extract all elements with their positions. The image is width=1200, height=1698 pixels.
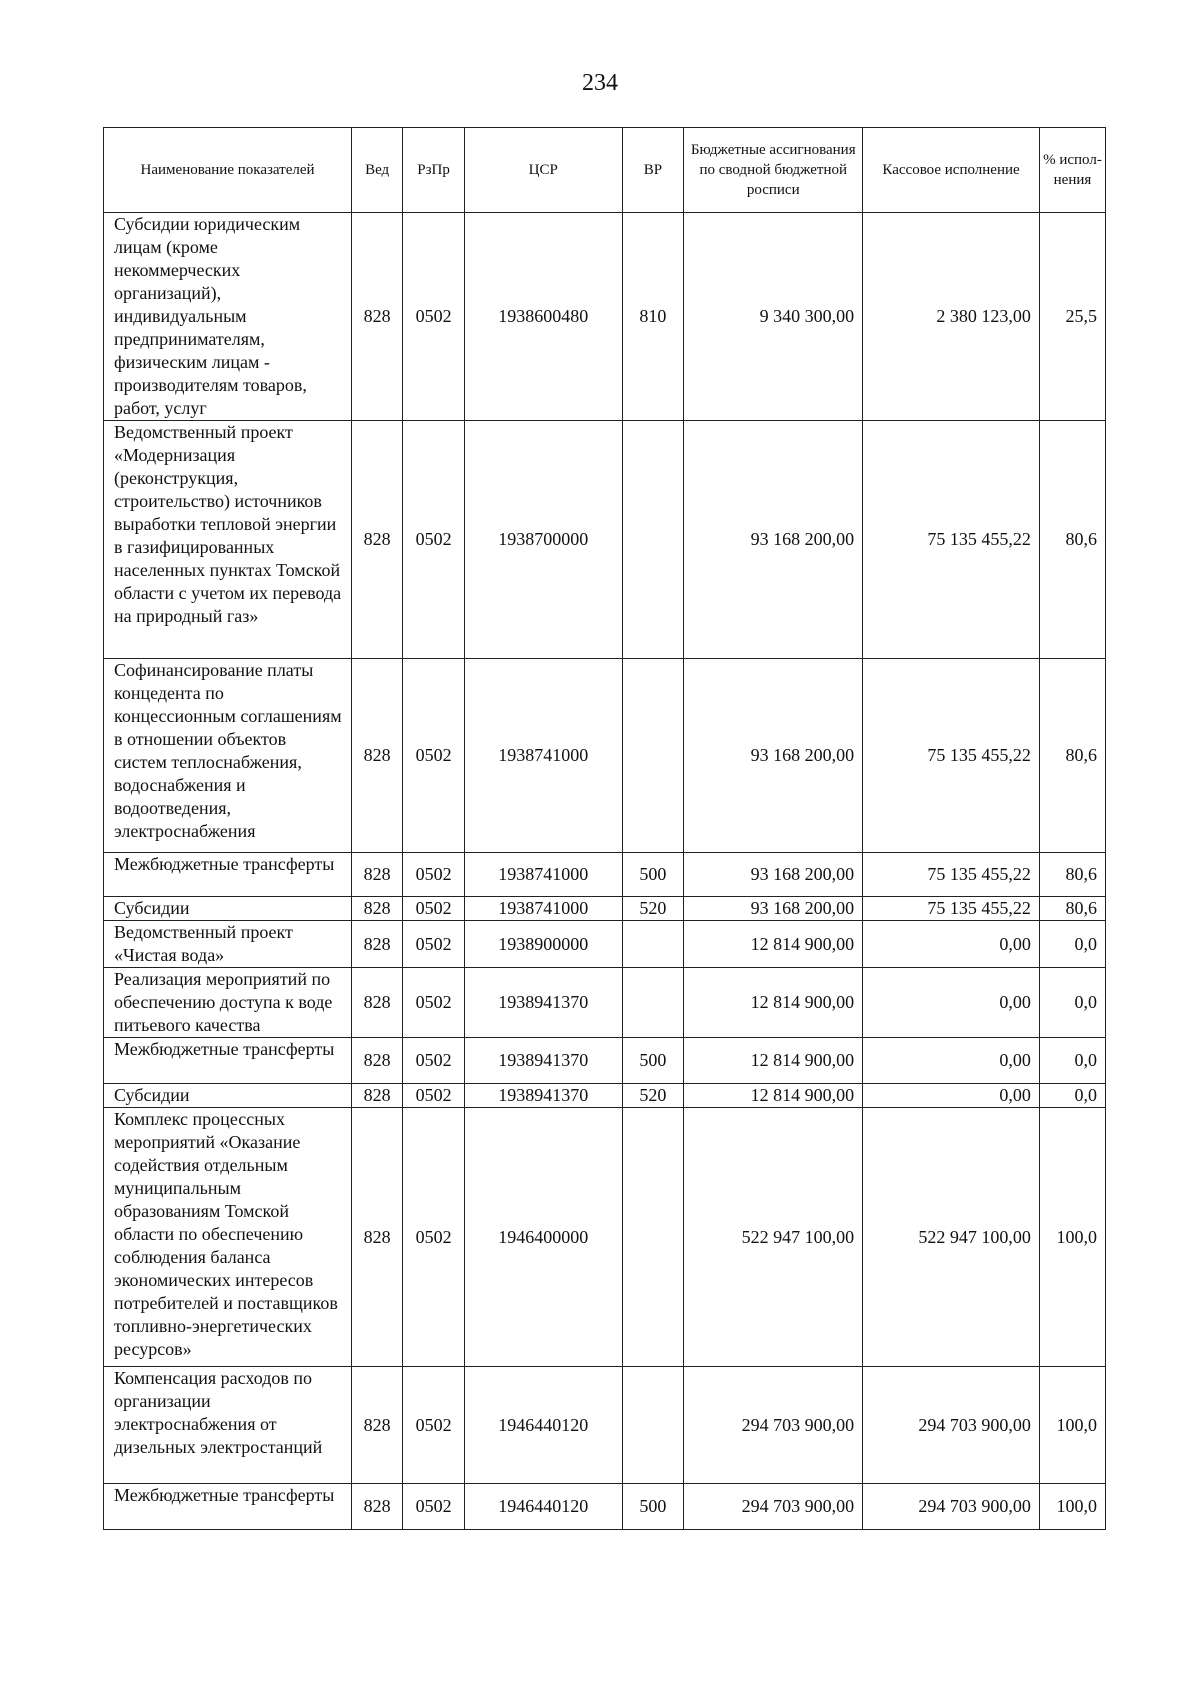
cell-percent: 100,0: [1039, 1367, 1105, 1484]
cell-cash: 75 135 455,22: [863, 897, 1040, 921]
cell-percent: 0,0: [1039, 1084, 1105, 1108]
cell-percent: 80,6: [1039, 421, 1105, 659]
cell-vr: [622, 1108, 684, 1367]
cell-csr: 1938700000: [464, 421, 622, 659]
cell-percent: 80,6: [1039, 897, 1105, 921]
page-number: 234: [582, 70, 618, 96]
cell-name: Межбюджетные трансферты: [104, 1038, 352, 1084]
cell-name: Ведомственный проект «Чистая вода»: [104, 921, 352, 968]
cell-csr: 1946440120: [464, 1367, 622, 1484]
cell-ved: 828: [352, 1484, 403, 1530]
table-row: [104, 1038, 1106, 1084]
cell-ved: 828: [352, 921, 403, 968]
cell-rzpr: 0502: [403, 1484, 465, 1530]
cell-cash: 0,00: [863, 921, 1040, 968]
table-row: [104, 968, 1106, 1038]
cell-ved: 828: [352, 421, 403, 659]
cell-rzpr: 0502: [403, 1084, 465, 1108]
cell-cash: 522 947 100,00: [863, 1108, 1040, 1367]
cell-cash: 0,00: [863, 1038, 1040, 1084]
cell-ved: 828: [352, 897, 403, 921]
cell-name: Компенсация расходов по организации электроснабжения от дизельных электростанций: [104, 1367, 352, 1484]
table-row: [104, 897, 1106, 921]
table-row: [104, 921, 1106, 968]
cell-ved: 828: [352, 968, 403, 1038]
cell-vr: [622, 421, 684, 659]
cell-cash: 294 703 900,00: [863, 1367, 1040, 1484]
table-row: [104, 213, 1106, 421]
cell-vr: 520: [622, 897, 684, 921]
cell-vr: 810: [622, 213, 684, 421]
table-row: [104, 1108, 1106, 1367]
header-csr: ЦСР: [464, 128, 622, 213]
header-name: Наименование показателей: [104, 128, 352, 213]
cell-cash: 294 703 900,00: [863, 1484, 1040, 1530]
cell-name: Субсидии: [104, 897, 352, 921]
table-row: [104, 421, 1106, 659]
cell-name: Межбюджетные трансферты: [104, 853, 352, 897]
cell-percent: 0,0: [1039, 921, 1105, 968]
header-ved: Вед: [352, 128, 403, 213]
cell-vr: [622, 968, 684, 1038]
header-vr: ВР: [622, 128, 684, 213]
cell-budget: 294 703 900,00: [684, 1367, 863, 1484]
cell-vr: 500: [622, 1038, 684, 1084]
cell-budget: 12 814 900,00: [684, 921, 863, 968]
cell-vr: 500: [622, 1484, 684, 1530]
cell-budget: 93 168 200,00: [684, 421, 863, 659]
cell-ved: 828: [352, 659, 403, 853]
header-rzpr: РзПр: [403, 128, 465, 213]
cell-vr: 500: [622, 853, 684, 897]
table-row: [104, 1084, 1106, 1108]
cell-vr: [622, 1367, 684, 1484]
cell-percent: 25,5: [1039, 213, 1105, 421]
cell-budget: 12 814 900,00: [684, 968, 863, 1038]
cell-csr: 1946440120: [464, 1484, 622, 1530]
cell-csr: 1938941370: [464, 1084, 622, 1108]
cell-vr: [622, 659, 684, 853]
cell-csr: 1938900000: [464, 921, 622, 968]
table-header-row: [104, 128, 1106, 213]
cell-csr: 1938741000: [464, 897, 622, 921]
cell-ved: 828: [352, 1108, 403, 1367]
cell-percent: 100,0: [1039, 1484, 1105, 1530]
budget-table: [103, 127, 1106, 1530]
cell-budget: 522 947 100,00: [684, 1108, 863, 1367]
cell-rzpr: 0502: [403, 213, 465, 421]
cell-rzpr: 0502: [403, 897, 465, 921]
cell-cash: 75 135 455,22: [863, 421, 1040, 659]
cell-csr: 1938941370: [464, 1038, 622, 1084]
cell-cash: 75 135 455,22: [863, 853, 1040, 897]
cell-vr: [622, 921, 684, 968]
cell-percent: 100,0: [1039, 1108, 1105, 1367]
cell-cash: 0,00: [863, 968, 1040, 1038]
header-cash: Кассовое исполнение: [863, 128, 1040, 213]
cell-budget: 93 168 200,00: [684, 897, 863, 921]
cell-rzpr: 0502: [403, 921, 465, 968]
cell-budget: 12 814 900,00: [684, 1038, 863, 1084]
cell-rzpr: 0502: [403, 1038, 465, 1084]
header-budget: Бюджетные ассигнования по сводной бюджетной росписи: [684, 128, 863, 213]
table-row: [104, 1367, 1106, 1484]
cell-rzpr: 0502: [403, 853, 465, 897]
cell-csr: 1938741000: [464, 853, 622, 897]
cell-name: Субсидии юридическим лицам (кроме некоммерческих организаций), индивидуальным предпринимателям, физическим лицам - производителям товаров, работ, услуг: [104, 213, 352, 421]
table-row: [104, 659, 1106, 853]
cell-budget: 294 703 900,00: [684, 1484, 863, 1530]
cell-csr: 1938600480: [464, 213, 622, 421]
table-row: [104, 1484, 1106, 1530]
cell-cash: 75 135 455,22: [863, 659, 1040, 853]
cell-csr: 1938741000: [464, 659, 622, 853]
cell-rzpr: 0502: [403, 1108, 465, 1367]
cell-ved: 828: [352, 1038, 403, 1084]
cell-ved: 828: [352, 1367, 403, 1484]
table-row: [104, 853, 1106, 897]
cell-rzpr: 0502: [403, 421, 465, 659]
cell-budget: 93 168 200,00: [684, 853, 863, 897]
cell-budget: 12 814 900,00: [684, 1084, 863, 1108]
cell-ved: 828: [352, 1084, 403, 1108]
cell-ved: 828: [352, 213, 403, 421]
cell-percent: 0,0: [1039, 1038, 1105, 1084]
cell-cash: 0,00: [863, 1084, 1040, 1108]
cell-ved: 828: [352, 853, 403, 897]
cell-csr: 1938941370: [464, 968, 622, 1038]
cell-rzpr: 0502: [403, 1367, 465, 1484]
cell-rzpr: 0502: [403, 659, 465, 853]
cell-name: Комплекс процессных мероприятий «Оказание содействия отдельным муниципальным образованиям Томской области по обеспечению соблюдения баланса экономических интересов потребителей и поставщиков топливно-энергетических ресурсов»: [104, 1108, 352, 1367]
cell-percent: 0,0: [1039, 968, 1105, 1038]
cell-name: Ведомственный проект «Модернизация (реконструкция, строительство) источников выработки тепловой энергии в газифицированных населенных пунктах Томской области с учетом их перевода на природный газ»: [104, 421, 352, 659]
cell-budget: 93 168 200,00: [684, 659, 863, 853]
cell-name: Межбюджетные трансферты: [104, 1484, 352, 1530]
cell-csr: 1946400000: [464, 1108, 622, 1367]
header-percent: % испол-нения: [1039, 128, 1105, 213]
cell-cash: 2 380 123,00: [863, 213, 1040, 421]
cell-name: Субсидии: [104, 1084, 352, 1108]
cell-vr: 520: [622, 1084, 684, 1108]
cell-percent: 80,6: [1039, 853, 1105, 897]
cell-budget: 9 340 300,00: [684, 213, 863, 421]
cell-rzpr: 0502: [403, 968, 465, 1038]
cell-percent: 80,6: [1039, 659, 1105, 853]
cell-name: Софинансирование платы концедента по концессионным соглашениям в отношении объектов систем теплоснабжения, водоснабжения и водоотведения, электроснабжения: [104, 659, 352, 853]
cell-name: Реализация мероприятий по обеспечению доступа к воде питьевого качества: [104, 968, 352, 1038]
